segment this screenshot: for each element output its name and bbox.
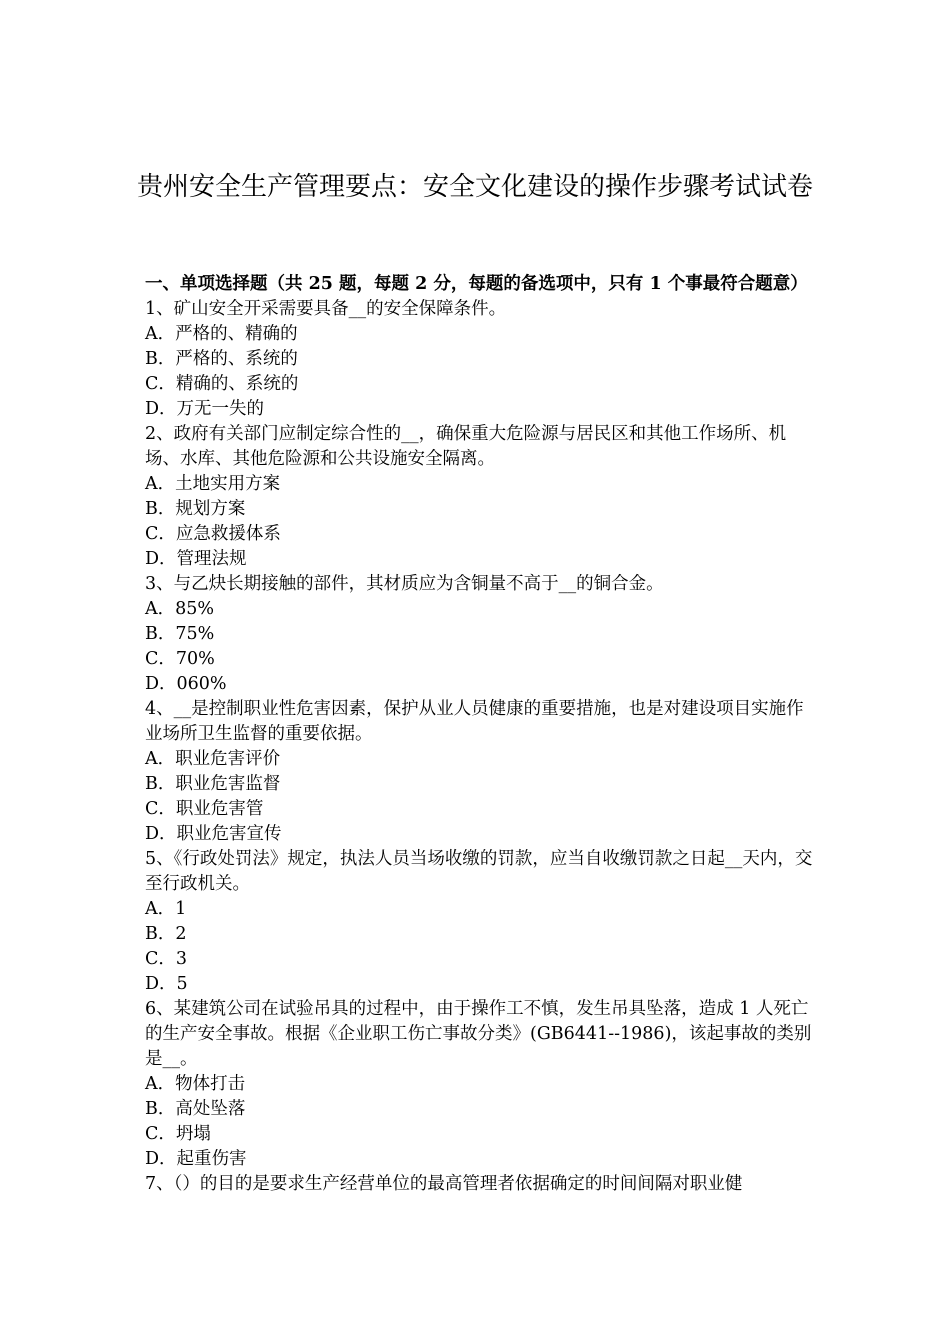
option-b: B．高处坠落 bbox=[145, 1099, 246, 1119]
option-b: B．2 bbox=[145, 924, 187, 944]
option-a: A．物体打击 bbox=[145, 1074, 246, 1094]
option-c: C．坍塌 bbox=[145, 1124, 211, 1144]
question-1 bbox=[145, 297, 817, 422]
option-c: C．70% bbox=[145, 649, 215, 669]
document-body bbox=[145, 272, 817, 1197]
document-title: 贵州安全生产管理要点：安全文化建设的操作步骤考试试卷 bbox=[136, 172, 813, 203]
option-a: A．1 bbox=[145, 899, 187, 919]
question-stem: 5、《行政处罚法》规定，执法人员当场收缴的罚款，应当自收缴罚款之日起__天内，交至行政机关。 bbox=[145, 849, 813, 894]
question-6 bbox=[145, 997, 817, 1172]
question-7 bbox=[145, 1172, 817, 1197]
option-a: A．土地实用方案 bbox=[145, 474, 281, 494]
option-c: C．应急救援体系 bbox=[145, 524, 281, 544]
option-d: D．职业危害宣传 bbox=[145, 824, 282, 844]
question-stem: 1、矿山安全开采需要具备__的安全保障条件。 bbox=[145, 299, 507, 319]
option-c: C．精确的、系统的 bbox=[145, 374, 299, 394]
option-d: D．万无一失的 bbox=[145, 399, 265, 419]
option-d: D．起重伤害 bbox=[145, 1149, 247, 1169]
option-b: B．75% bbox=[145, 624, 215, 644]
question-2 bbox=[145, 422, 817, 572]
option-a: A．职业危害评价 bbox=[145, 749, 281, 769]
option-c: C．3 bbox=[145, 949, 188, 969]
option-d: D．060% bbox=[145, 674, 227, 694]
question-stem: 6、某建筑公司在试验吊具的过程中，由于操作工不慎，发生吊具坠落，造成 1 人死亡的生产安全事故。根据《企业职工伤亡事故分类》(GB6441--1986)，该起事故的类别是__。 bbox=[145, 999, 812, 1069]
question-4 bbox=[145, 697, 817, 847]
option-d: D．5 bbox=[145, 974, 188, 994]
question-stem: 7、（）的目的是要求生产经营单位的最高管理者依据确定的时间间隔对职业健 bbox=[145, 1174, 743, 1194]
option-c: C．职业危害管 bbox=[145, 799, 264, 819]
option-d: D．管理法规 bbox=[145, 549, 247, 569]
option-a: A．严格的、精确的 bbox=[145, 324, 298, 344]
option-b: B．严格的、系统的 bbox=[145, 349, 298, 369]
question-stem: 4、__是控制职业性危害因素，保护从业人员健康的重要措施，也是对建设项目实施作业场所卫生监督的重要依据。 bbox=[145, 699, 804, 744]
question-3 bbox=[145, 572, 817, 697]
question-stem: 2、政府有关部门应制定综合性的__，确保重大危险源与居民区和其他工作场所、机场、水库、其他危险源和公共设施安全隔离。 bbox=[145, 424, 787, 469]
option-b: B．规划方案 bbox=[145, 499, 246, 519]
question-5 bbox=[145, 847, 817, 997]
question-stem: 3、与乙炔长期接触的部件，其材质应为含铜量不高于__的铜合金。 bbox=[145, 574, 664, 594]
option-a: A．85% bbox=[145, 599, 215, 619]
section-heading: 一、单项选择题（共 25 题，每题 2 分，每题的备选项中，只有 1 个事最符合题意） bbox=[145, 274, 808, 294]
option-b: B．职业危害监督 bbox=[145, 774, 281, 794]
